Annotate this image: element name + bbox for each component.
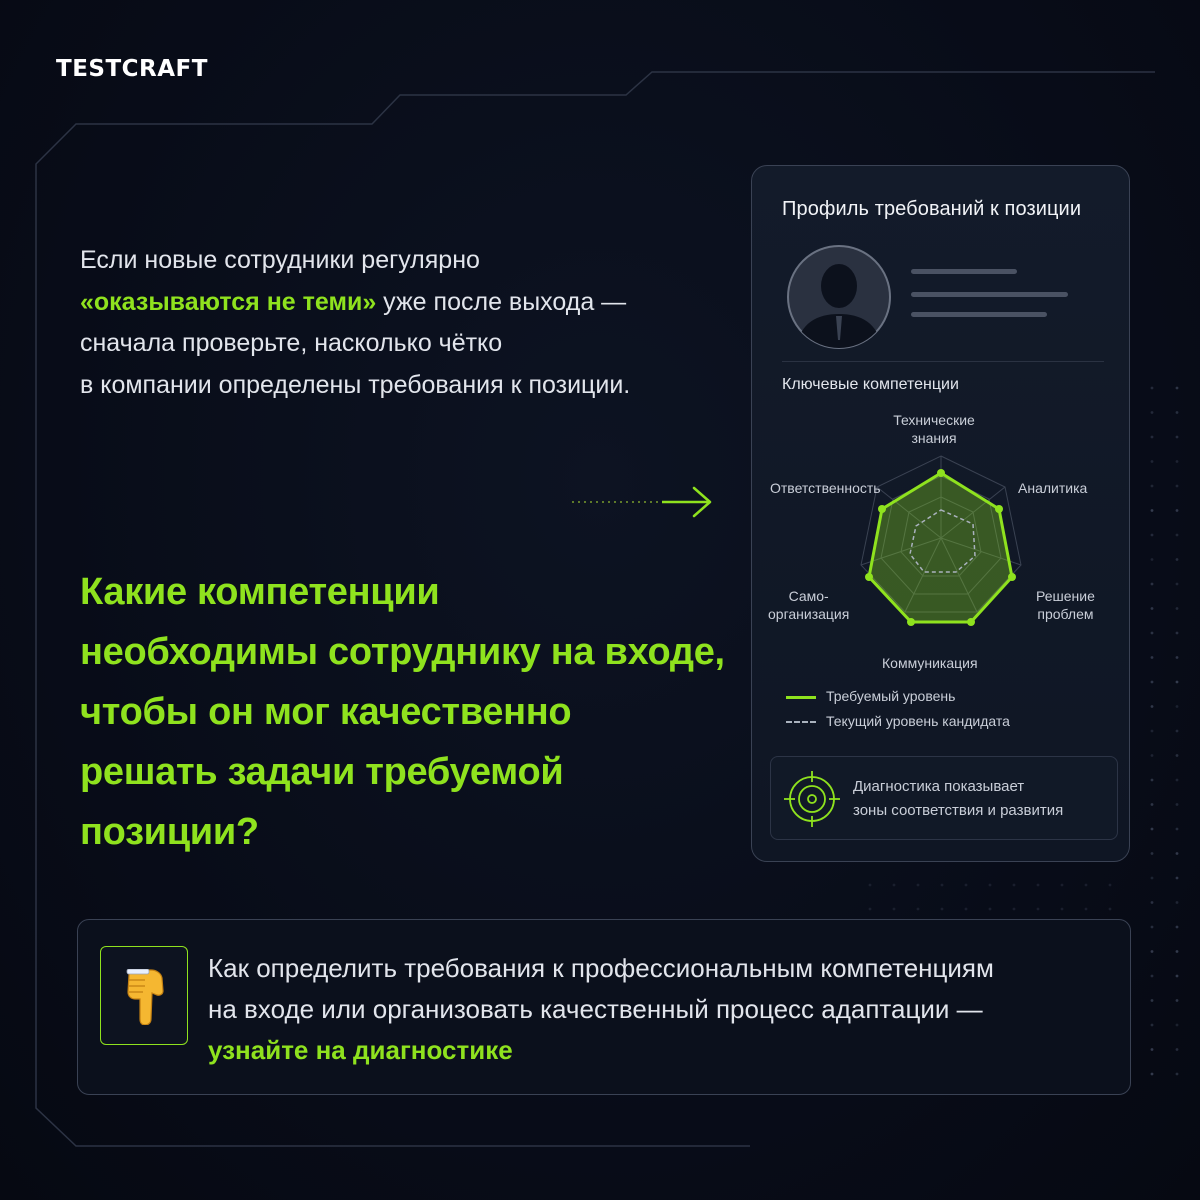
diagnostic-text (853, 775, 1103, 823)
legend-label: Требуемый уровень (826, 688, 956, 704)
card-divider (782, 361, 1104, 362)
axis-label-line: Решение (1036, 588, 1095, 604)
legend-swatch-dashed (786, 721, 816, 723)
legend-label: Текущий уровень кандидата (826, 713, 1010, 729)
dotted-arrow-right-icon (570, 484, 720, 520)
intro-line-1: Если новые сотрудники регулярно (80, 246, 480, 274)
axis-label-problem-solving (1036, 587, 1095, 623)
legend-current (786, 713, 1010, 729)
axis-label-communication: Коммуникация (882, 655, 978, 671)
intro-line-3: сначала проверьте, насколько чётко (80, 329, 503, 357)
cta-box (77, 919, 1131, 1095)
legend-swatch-solid (786, 696, 816, 699)
card-title: Профиль требований к позиции (782, 198, 1082, 220)
placeholder-line (911, 269, 1017, 274)
diagnostic-line: зоны соответствия и развития (853, 802, 1064, 819)
axis-label-self-organization (768, 587, 849, 623)
axis-label-line: Само- (788, 588, 829, 604)
position-profile-card (751, 165, 1130, 862)
person-silhouette-icon (786, 244, 894, 352)
placeholder-line (911, 292, 1068, 297)
main-question (80, 562, 740, 862)
axis-label-line: проблем (1037, 606, 1094, 622)
intro-line-2 (80, 282, 700, 324)
brand-logo: TESTCRAFT (56, 56, 208, 82)
intro-text (80, 240, 700, 406)
target-icon (783, 770, 841, 828)
cta-text (208, 948, 1088, 1071)
question-line: Какие компетенции (80, 571, 440, 613)
axis-label-line: знания (911, 430, 957, 446)
axis-label-analytics: Аналитика (1018, 480, 1088, 496)
diagnostic-note (770, 756, 1118, 840)
diagnostic-line: Диагностика показывает (853, 778, 1025, 795)
axis-label-responsibility: Ответственность (770, 480, 881, 496)
legend-required (786, 688, 955, 704)
intro-highlight: «оказываются не теми» (80, 287, 377, 316)
placeholder-line (911, 312, 1047, 317)
axis-label-line: Технические (893, 412, 975, 428)
hand-icon-box (100, 946, 188, 1045)
intro-line-4: в компании определены требования к позиции. (80, 370, 631, 399)
cta-line: Как определить требования к профессиональным компетенциям (208, 953, 994, 983)
card-subtitle: Ключевые компетенции (782, 376, 959, 393)
pointing-down-hand-icon (123, 969, 167, 1025)
question-line: решать задачи требуемой позиции? (80, 751, 564, 853)
intro-line-2-rest: уже после выхода — (376, 287, 627, 316)
cta-line: на входе или организовать качественный процесс адаптации — (208, 994, 983, 1024)
question-line: чтобы он мог качественно (80, 691, 572, 733)
axis-label-line: организация (768, 606, 850, 622)
axis-label-technical-knowledge (892, 411, 976, 447)
question-line: необходимы сотруднику на входе, (80, 631, 725, 673)
diagnostic-link[interactable]: узнайте на диагностике (208, 1035, 513, 1065)
